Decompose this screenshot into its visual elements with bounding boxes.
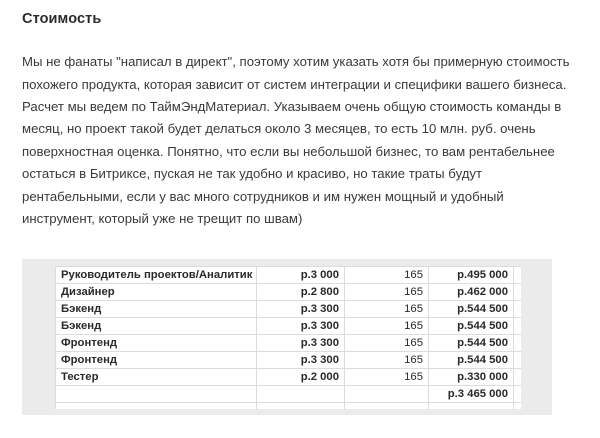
cell-rate [257,386,345,403]
cell-rate: p.3 300 [257,318,345,335]
cell-role: Бэкенд [56,318,257,335]
cell-total: p.3 465 000 [429,386,514,403]
cost-table-scroll-area[interactable] [55,266,521,409]
cell-rate: p.3 300 [257,301,345,318]
cell-hours: 165 [345,369,429,386]
cell-total: p.544 500 [429,318,514,335]
cell-hours: 165 [345,267,429,284]
cell-role [56,386,257,403]
cell-hours: 165 [345,352,429,369]
cell-total [429,403,514,410]
cell-total: p.462 000 [429,284,514,301]
cell-hours: 165 [345,284,429,301]
cell-spacer [514,284,522,301]
cell-rate: p.3 000 [257,267,345,284]
cell-hours: 165 [345,335,429,352]
cell-rate [257,403,345,410]
cell-role: Фронтенд [56,352,257,369]
cell-spacer [514,318,522,335]
cell-role: Тестер [56,369,257,386]
cell-total: p.330 000 [429,369,514,386]
table-row[interactable] [56,284,522,301]
cell-total: p.544 500 [429,335,514,352]
cell-spacer [514,301,522,318]
cell-role: Фронтенд [56,335,257,352]
table-row[interactable] [56,318,522,335]
body-paragraph: Мы не фанаты "написал в директ", поэтому хотим указать хотя бы примерную стоимость похожего продукта, которая зависит от систем интеграции и специфики вашего бизнеса. Расчет мы ведем по ТаймЭндМатериал. Указываем очень общую стоимость команды в месяц, но проект такой будет делаться около 3 месяцев, то есть 10 млн. руб. очень поверхностная оценка. Понятно, что если вы небольшой бизнес, то вам рентабельнее остаться в Битриксе, пуская не так удобно и красиво, но такие траты будут рентабельными, если у вас много сотрудников и им нужен мощный и удобный инструмент, который уже не трещит по швам) [22,54,570,227]
cell-rate: p.3 300 [257,335,345,352]
cost-table-frame [22,259,552,415]
cell-hours: 165 [345,301,429,318]
page-title: Стоимость [22,11,102,27]
table-row[interactable] [56,403,522,410]
table-row[interactable] [56,335,522,352]
cell-role [56,403,257,410]
cell-hours [345,386,429,403]
cell-spacer [514,267,522,284]
cell-hours: 165 [345,318,429,335]
cell-spacer [514,335,522,352]
cell-spacer [514,352,522,369]
cell-total: p.495 000 [429,267,514,284]
cell-rate: p.2 800 [257,284,345,301]
cell-role: Дизайнер [56,284,257,301]
cell-spacer [514,369,522,386]
cell-spacer [514,403,522,410]
cost-table [55,266,521,409]
cell-total: p.544 500 [429,352,514,369]
table-row[interactable] [56,267,522,284]
cell-spacer [514,386,522,403]
table-row[interactable] [56,369,522,386]
cell-total: p.544 500 [429,301,514,318]
cell-role: Бэкенд [56,301,257,318]
table-row[interactable] [56,352,522,369]
cell-rate: p.2 000 [257,369,345,386]
table-row[interactable] [56,301,522,318]
cell-rate: p.3 300 [257,352,345,369]
table-row[interactable] [56,386,522,403]
cell-hours [345,403,429,410]
cell-role: Руководитель проектов/Аналитик [56,267,257,284]
cost-table-body [56,267,522,410]
